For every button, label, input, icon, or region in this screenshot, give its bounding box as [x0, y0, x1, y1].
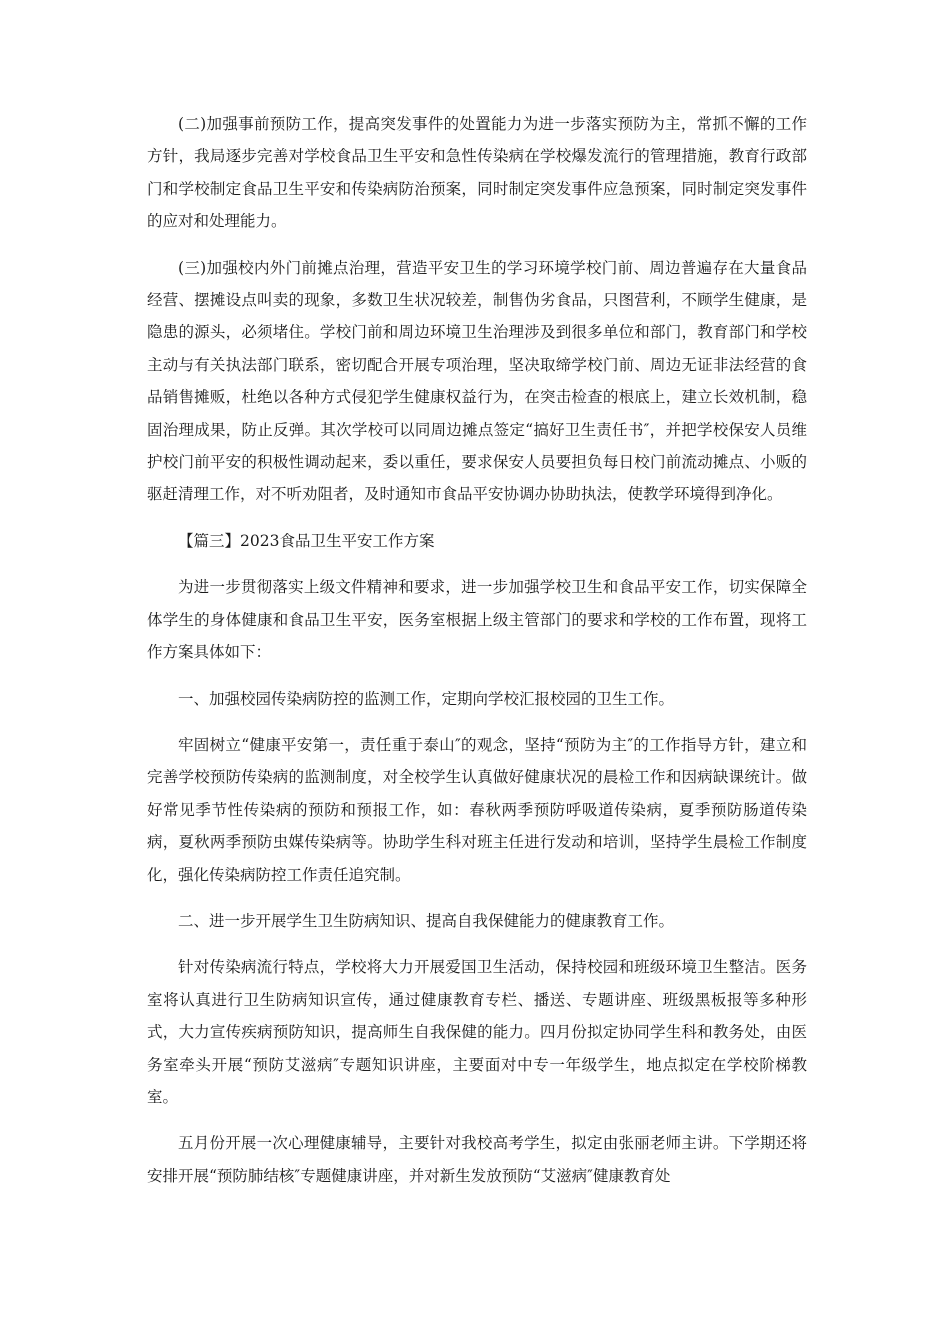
document-body: [147, 108, 807, 1206]
paragraph-school-gate-management: (三)加强校内外门前摊点治理，营造平安卫生的学习环境学校门前、周边普遍存在大量食品经营、摆摊设点叫卖的现象，多数卫生状况较差，制售伪劣食品，只图营利，不顾学生健康，是隐患的源头，必须堵住。学校门前和周边环境卫生治理涉及到很多单位和部门，教育部门和学校主动与有关执法部门联系，密切配合开展专项治理，坚决取缔学校门前、周边无证非法经营的食品销售摊贩，杜绝以各种方式侵犯学生健康权益行为，在突击检查的根底上，建立长效机制，稳固治理成果，防止反弹。其次学校可以同周边摊点签定“搞好卫生责任书″，并把学校保安人员维护校门前平安的积极性调动起来，委以重任，要求保安人员要担负每日校门前流动摊点、小贩的驱赶清理工作，对不听劝阻者，及时通知市食品平安协调办协助执法，使教学环境得到净化。: [147, 258, 807, 504]
paragraph-may-counseling: 五月份开展一次心理健康辅导，主要针对我校高考学生，拟定由张丽老师主讲。下学期还将安排开展“预防肺结核″专题健康讲座，并对新生发放预防“艾滋病″健康教育处: [147, 1134, 807, 1185]
paragraph-disease-monitoring: 牢固树立“健康平安第一，责任重于泰山″的观念，坚持“预防为主″的工作指导方针，建立和完善学校预防传染病的监测制度，对全校学生认真做好健康状况的晨检工作和因病缺课统计。做好常见季节性传染病的预防和预报工作，如：春秋两季预防呼吸道传染病，夏季预防肠道传染病，夏秋两季预防虫媒传染病等。协助学生科对班主任进行发动和培训，坚持学生晨检工作制度化，强化传染病防控工作责任追究制。: [147, 735, 807, 884]
subheading-item-two: 二、进一步开展学生卫生防病知识、提高自我保健能力的健康教育工作。: [178, 911, 675, 930]
paragraph-health-education: 针对传染病流行特点，学校将大力开展爱国卫生活动，保持校园和班级环境卫生整洁。医务室将认真进行卫生防病知识宣传，通过健康教育专栏、播送、专题讲座、班级黑板报等多种形式，大力宣传疾病预防知识，提高师生自我保健的能力。四月份拟定协同学生科和教务处，由医务室牵头开展“预防艾滋病″专题知识讲座，主要面对中专一年级学生，地点拟定在学校阶梯教室。: [147, 958, 807, 1106]
subheading-item-one: 一、加强校园传染病防控的监测工作，定期向学校汇报校园的卫生工作。: [178, 689, 675, 708]
section-heading-part-three: 【篇三】2023食品卫生平安工作方案: [178, 531, 435, 550]
paragraph-plan-intro: 为进一步贯彻落实上级文件精神和要求，进一步加强学校卫生和食品平安工作，切实保障全体学生的身体健康和食品卫生平安，医务室根据上级主管部门的要求和学校的工作布置，现将工作方案具体如下：: [147, 578, 807, 662]
paragraph-prevention-work: (二)加强事前预防工作，提高突发事件的处置能力为进一步落实预防为主，常抓不懈的工作方针，我局逐步完善对学校食品卫生平安和急性传染病在学校爆发流行的管理措施，教育行政部门和学校制定食品卫生平安和传染病防治预案，同时制定突发事件应急预案，同时制定突发事件的应对和处理能力。: [147, 115, 807, 231]
